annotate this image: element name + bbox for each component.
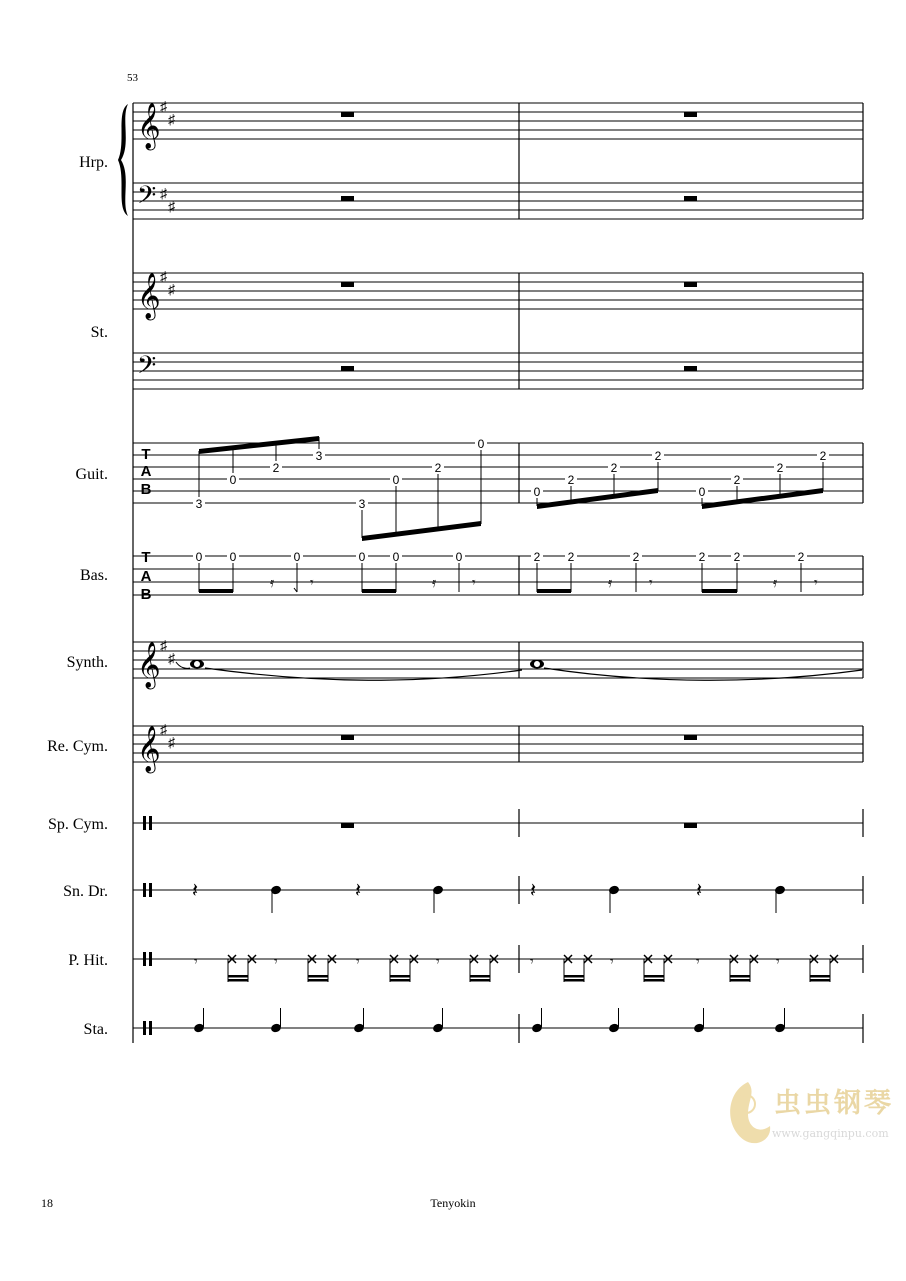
eighth-rest-icon: 𝄾 [649, 576, 653, 591]
tab-number: 2 [733, 473, 741, 487]
beam [644, 975, 664, 978]
splash-cymbal-staff [133, 809, 863, 837]
sharp-icon: ♯ [160, 187, 167, 202]
quarter-note [270, 885, 282, 913]
treble-clef-icon: 𝄞 [137, 726, 161, 771]
quarter-note [608, 885, 620, 913]
snare-drum-staff [133, 876, 863, 913]
tab-clef-a: A [140, 568, 152, 585]
sixteenth-rest-icon: 𝄿 [432, 576, 437, 591]
treble-clef-icon: 𝄞 [137, 103, 161, 148]
strings-bass-staff [133, 352, 863, 389]
watermark-logo-text: 虫虫钢琴 [774, 1088, 894, 1119]
quarter-rest-icon: 𝄽 [530, 880, 537, 902]
bass-beat-group [199, 562, 314, 593]
harp-brace [118, 104, 128, 216]
instrument-label-synth: Synth. [66, 654, 108, 671]
sixteenth-rest-icon: 𝄿 [270, 576, 275, 591]
whole-rest-icon [341, 196, 354, 201]
composer-name: Tenyokin [430, 1196, 476, 1210]
tab-clef-t: T [141, 446, 151, 463]
beam [564, 975, 584, 978]
watermark-url: www.gangqinpu.com [772, 1127, 889, 1140]
measure-number: 53 [127, 72, 138, 84]
tie [176, 662, 190, 668]
tab-number: 2 [610, 461, 618, 475]
beam [308, 975, 328, 978]
page-number: 18 [41, 1196, 53, 1210]
beam [470, 979, 490, 982]
sixteenth-rest-icon: 𝄿 [773, 576, 778, 591]
quarter-note [193, 1008, 205, 1033]
quarter-rest-icon: 𝄽 [192, 880, 199, 902]
beam [228, 979, 248, 982]
sharp-icon: ♯ [168, 283, 175, 298]
whole-rest-icon [341, 112, 354, 117]
instrument-label-harp: Hrp. [79, 154, 108, 171]
beam [810, 979, 830, 982]
bass-clef-icon: 𝄢 [137, 352, 157, 385]
tab-number: 2 [272, 461, 280, 475]
guitar-beam-group [199, 436, 319, 497]
beam [308, 979, 328, 982]
beam [564, 979, 584, 982]
quarter-note [774, 1008, 786, 1033]
instrument-label-splash-cymbal: Sp. Cym. [47, 816, 108, 833]
eighth-rest-icon: 𝄾 [472, 576, 476, 591]
tab-number: 2 [567, 473, 575, 487]
instrument-label-reverse-cymbal: Re. Cym. [47, 738, 108, 755]
treble-clef-icon: 𝄞 [137, 642, 161, 687]
sharp-icon: ♯ [160, 723, 167, 738]
tab-number: 2 [698, 550, 706, 564]
bass-beat-group [702, 562, 818, 593]
tab-number: 0 [455, 550, 463, 564]
tab-number: 3 [315, 449, 323, 463]
whole-rest-icon [341, 282, 354, 287]
guitar-tab-staff [133, 436, 863, 541]
stamp-notes [193, 1008, 786, 1033]
synth-staff [133, 639, 863, 690]
whole-rest-icon [684, 196, 697, 201]
tab-clef-b: B [140, 481, 152, 498]
quarter-note [432, 885, 444, 913]
whole-note [530, 660, 544, 669]
eighth-rest-icon: 𝄾 [776, 955, 780, 970]
guitar-beam-group [537, 462, 658, 509]
sharp-icon: ♯ [168, 200, 175, 215]
instrument-label-strings: St. [90, 324, 108, 341]
stamp-staff [133, 1008, 863, 1043]
tab-number: 0 [293, 550, 301, 564]
eighth-rest-icon: 𝄾 [310, 576, 314, 591]
bass-clef-icon: 𝄢 [137, 182, 157, 215]
tab-number: 2 [567, 550, 575, 564]
tab-number: 2 [776, 461, 784, 475]
sharp-icon: ♯ [168, 113, 175, 128]
tab-number: 0 [229, 550, 237, 564]
whole-note [190, 660, 204, 669]
eighth-rest-icon: 𝄾 [610, 955, 614, 970]
tab-number: 0 [358, 550, 366, 564]
tab-number: 2 [654, 449, 662, 463]
instrument-label-percussion-hit: P. Hit. [68, 952, 108, 969]
beam [810, 975, 830, 978]
quarter-note [608, 1008, 620, 1033]
beam [644, 979, 664, 982]
sharp-icon: ♯ [168, 736, 175, 751]
eighth-rest-icon: 𝄾 [530, 955, 534, 970]
tab-number: 2 [819, 449, 827, 463]
beam [228, 975, 248, 978]
instrument-label-snare-drum: Sn. Dr. [63, 883, 108, 900]
tab-clef-a: A [140, 463, 152, 480]
tab-clef-t: T [141, 549, 151, 566]
tab-number: 2 [434, 461, 442, 475]
sharp-icon: ♯ [168, 652, 175, 667]
whole-rest-icon [684, 282, 697, 287]
beam [730, 979, 750, 982]
tab-number: 0 [229, 473, 237, 487]
tab-number: 0 [477, 437, 485, 451]
whole-rest-icon [684, 366, 697, 371]
treble-clef-icon: 𝄞 [137, 273, 161, 318]
tab-number: 0 [533, 485, 541, 499]
quarter-note [353, 1008, 365, 1033]
tab-number: 2 [632, 550, 640, 564]
tab-number: 3 [358, 497, 366, 511]
tab-number: 2 [797, 550, 805, 564]
strings-treble-staff [133, 270, 863, 321]
whole-rest-icon [341, 366, 354, 371]
beam [390, 975, 410, 978]
quarter-note [531, 1008, 543, 1033]
harp-bass-staff [133, 182, 863, 219]
whole-rest-icon [341, 735, 354, 740]
percussion-hit-staff [133, 945, 863, 982]
quarter-rest-icon: 𝄽 [355, 880, 362, 902]
tab-number: 0 [195, 550, 203, 564]
eighth-rest-icon: 𝄾 [696, 955, 700, 970]
whole-rest-icon [341, 823, 354, 828]
eighth-rest-icon: 𝄾 [436, 955, 440, 970]
reverse-cymbal-staff [133, 723, 863, 774]
instrument-label-guitar: Guit. [75, 466, 108, 483]
sixteenth-rest-icon: 𝄿 [608, 576, 613, 591]
sharp-icon: ♯ [160, 270, 167, 285]
quarter-note [693, 1008, 705, 1033]
whole-rest-icon [684, 823, 697, 828]
tab-number: 3 [195, 497, 203, 511]
whole-rest-icon [684, 735, 697, 740]
tab-number: 2 [733, 550, 741, 564]
eighth-rest-icon: 𝄾 [194, 955, 198, 970]
guitar-beam-group [362, 449, 481, 541]
bass-beat-group [537, 562, 653, 593]
beam [730, 975, 750, 978]
beam [470, 975, 490, 978]
instrument-label-stamp: Sta. [83, 1021, 108, 1038]
beam [390, 979, 410, 982]
bass-tab-staff [133, 549, 863, 603]
tab-number: 0 [698, 485, 706, 499]
sharp-icon: ♯ [160, 100, 167, 115]
watermark-logo [730, 1082, 894, 1143]
whole-rest-icon [684, 112, 697, 117]
tab-number: 2 [533, 550, 541, 564]
eighth-rest-icon: 𝄾 [814, 576, 818, 591]
guitar-beam-group [702, 462, 823, 509]
quarter-note [270, 1008, 282, 1033]
quarter-note [774, 885, 786, 913]
instrument-label-bass: Bas. [80, 567, 108, 584]
quarter-rest-icon: 𝄽 [696, 880, 703, 902]
harp-treble-staff [133, 100, 863, 151]
tab-number: 0 [392, 550, 400, 564]
eighth-rest-icon: 𝄾 [356, 955, 360, 970]
eighth-rest-icon: 𝄾 [274, 955, 278, 970]
tab-number: 0 [392, 473, 400, 487]
bass-beat-group [362, 562, 476, 593]
sharp-icon: ♯ [160, 639, 167, 654]
tab-clef-b: B [140, 586, 152, 603]
quarter-note [432, 1008, 444, 1033]
